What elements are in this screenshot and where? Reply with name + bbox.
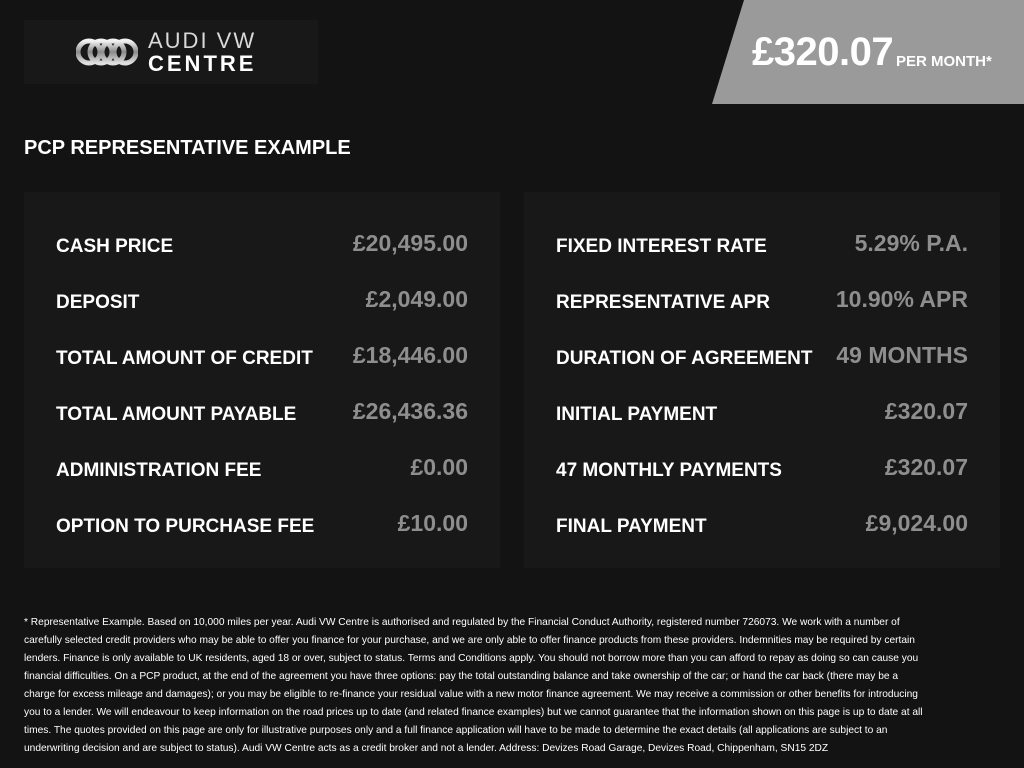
row-label: FINAL PAYMENT [556, 516, 707, 537]
row-label: CASH PRICE [56, 236, 174, 257]
finance-row-monthly-payments [556, 454, 968, 484]
finance-row-cash-price [56, 230, 468, 260]
brand-wordmark [148, 27, 257, 76]
row-value: £2,049.00 [365, 286, 468, 312]
finance-row-interest-rate [556, 230, 968, 260]
finance-row-apr [556, 286, 968, 316]
finance-row-duration [556, 342, 968, 372]
section-title: PCP REPRESENTATIVE EXAMPLE [24, 137, 351, 159]
brand-logo [24, 20, 318, 84]
row-label: ADMINISTRATION FEE [56, 460, 262, 481]
finance-panel-left [24, 192, 500, 568]
row-value: £9,024.00 [865, 510, 968, 536]
row-label: TOTAL AMOUNT PAYABLE [56, 404, 297, 425]
row-label: DURATION OF AGREEMENT [556, 348, 813, 369]
row-label: REPRESENTATIVE APR [556, 292, 770, 313]
finance-row-total-credit [56, 342, 468, 372]
finance-row-initial-payment [556, 398, 968, 428]
rings-logo-icon [76, 34, 138, 70]
row-value: 10.90% APR [835, 286, 968, 312]
finance-panel-right [524, 192, 1000, 568]
row-value: 49 MONTHS [836, 342, 968, 368]
row-value: 5.29% P.A. [854, 230, 968, 256]
row-value: £0.00 [410, 454, 468, 480]
row-label: DEPOSIT [56, 292, 140, 313]
monthly-price: £320.07 [752, 30, 894, 74]
finance-row-total-payable [56, 398, 468, 428]
row-value: £20,495.00 [352, 230, 468, 256]
per-month-label: PER MONTH* [896, 53, 992, 70]
finance-disclaimer: * Representative Example. Based on 10,000 miles per year. Audi VW Centre is authorised and regulated by the Financial Conduct Authority, registered number 726073. We work with a number of carefully selected credit providers who may be able to offer you finance for your purchase, and we are only able to offer finance products from these providers. Indemnities may be required by certain lenders. Finance is only available to UK residents, aged 18 or over, subject to status. Terms and Conditions apply. You should not borrow more than you can afford to repay as doing so can cause you financial difficulties. On a PCP product, at the end of the agreement you have three options: pay the total outstanding balance and take ownership of the car; or hand the car back (there may be a charge for excess mileage and damages); or you may be eligible to re-finance your residual value with a new motor finance agreement. We may receive a commission or other benefits for introducing you to a lender. We will endeavour to keep information on the road prices up to date (and related finance examples) but we cannot guarantee that the information shown on this page is up to date at all times. The quotes provided on this page are only for illustrative purposes only and a full finance application will have to be made to determine the exact details (all applications are subject to an underwriting decision and are subject to status). Audi VW Centre acts as a credit broker and not a lender. Address: Devizes Road Garage, Devizes Road, Chippenham, SN15 2DZ [24, 617, 923, 754]
row-label: INITIAL PAYMENT [556, 404, 718, 425]
finance-row-admin-fee [56, 454, 468, 484]
row-label: TOTAL AMOUNT OF CREDIT [56, 348, 313, 369]
row-value: £26,436.36 [352, 398, 468, 424]
row-label: FIXED INTEREST RATE [556, 236, 767, 257]
brand-line-1: AUDI VW [148, 27, 257, 53]
row-value: £320.07 [884, 454, 968, 480]
row-label: 47 MONTHLY PAYMENTS [556, 460, 782, 481]
finance-row-purchase-fee [56, 510, 468, 540]
row-label: OPTION TO PURCHASE FEE [56, 516, 315, 537]
row-value: £320.07 [884, 398, 968, 424]
finance-row-deposit [56, 286, 468, 316]
row-value: £10.00 [397, 510, 468, 536]
finance-row-final-payment [556, 510, 968, 540]
brand-line-2: CENTRE [148, 50, 257, 76]
row-value: £18,446.00 [352, 342, 468, 368]
